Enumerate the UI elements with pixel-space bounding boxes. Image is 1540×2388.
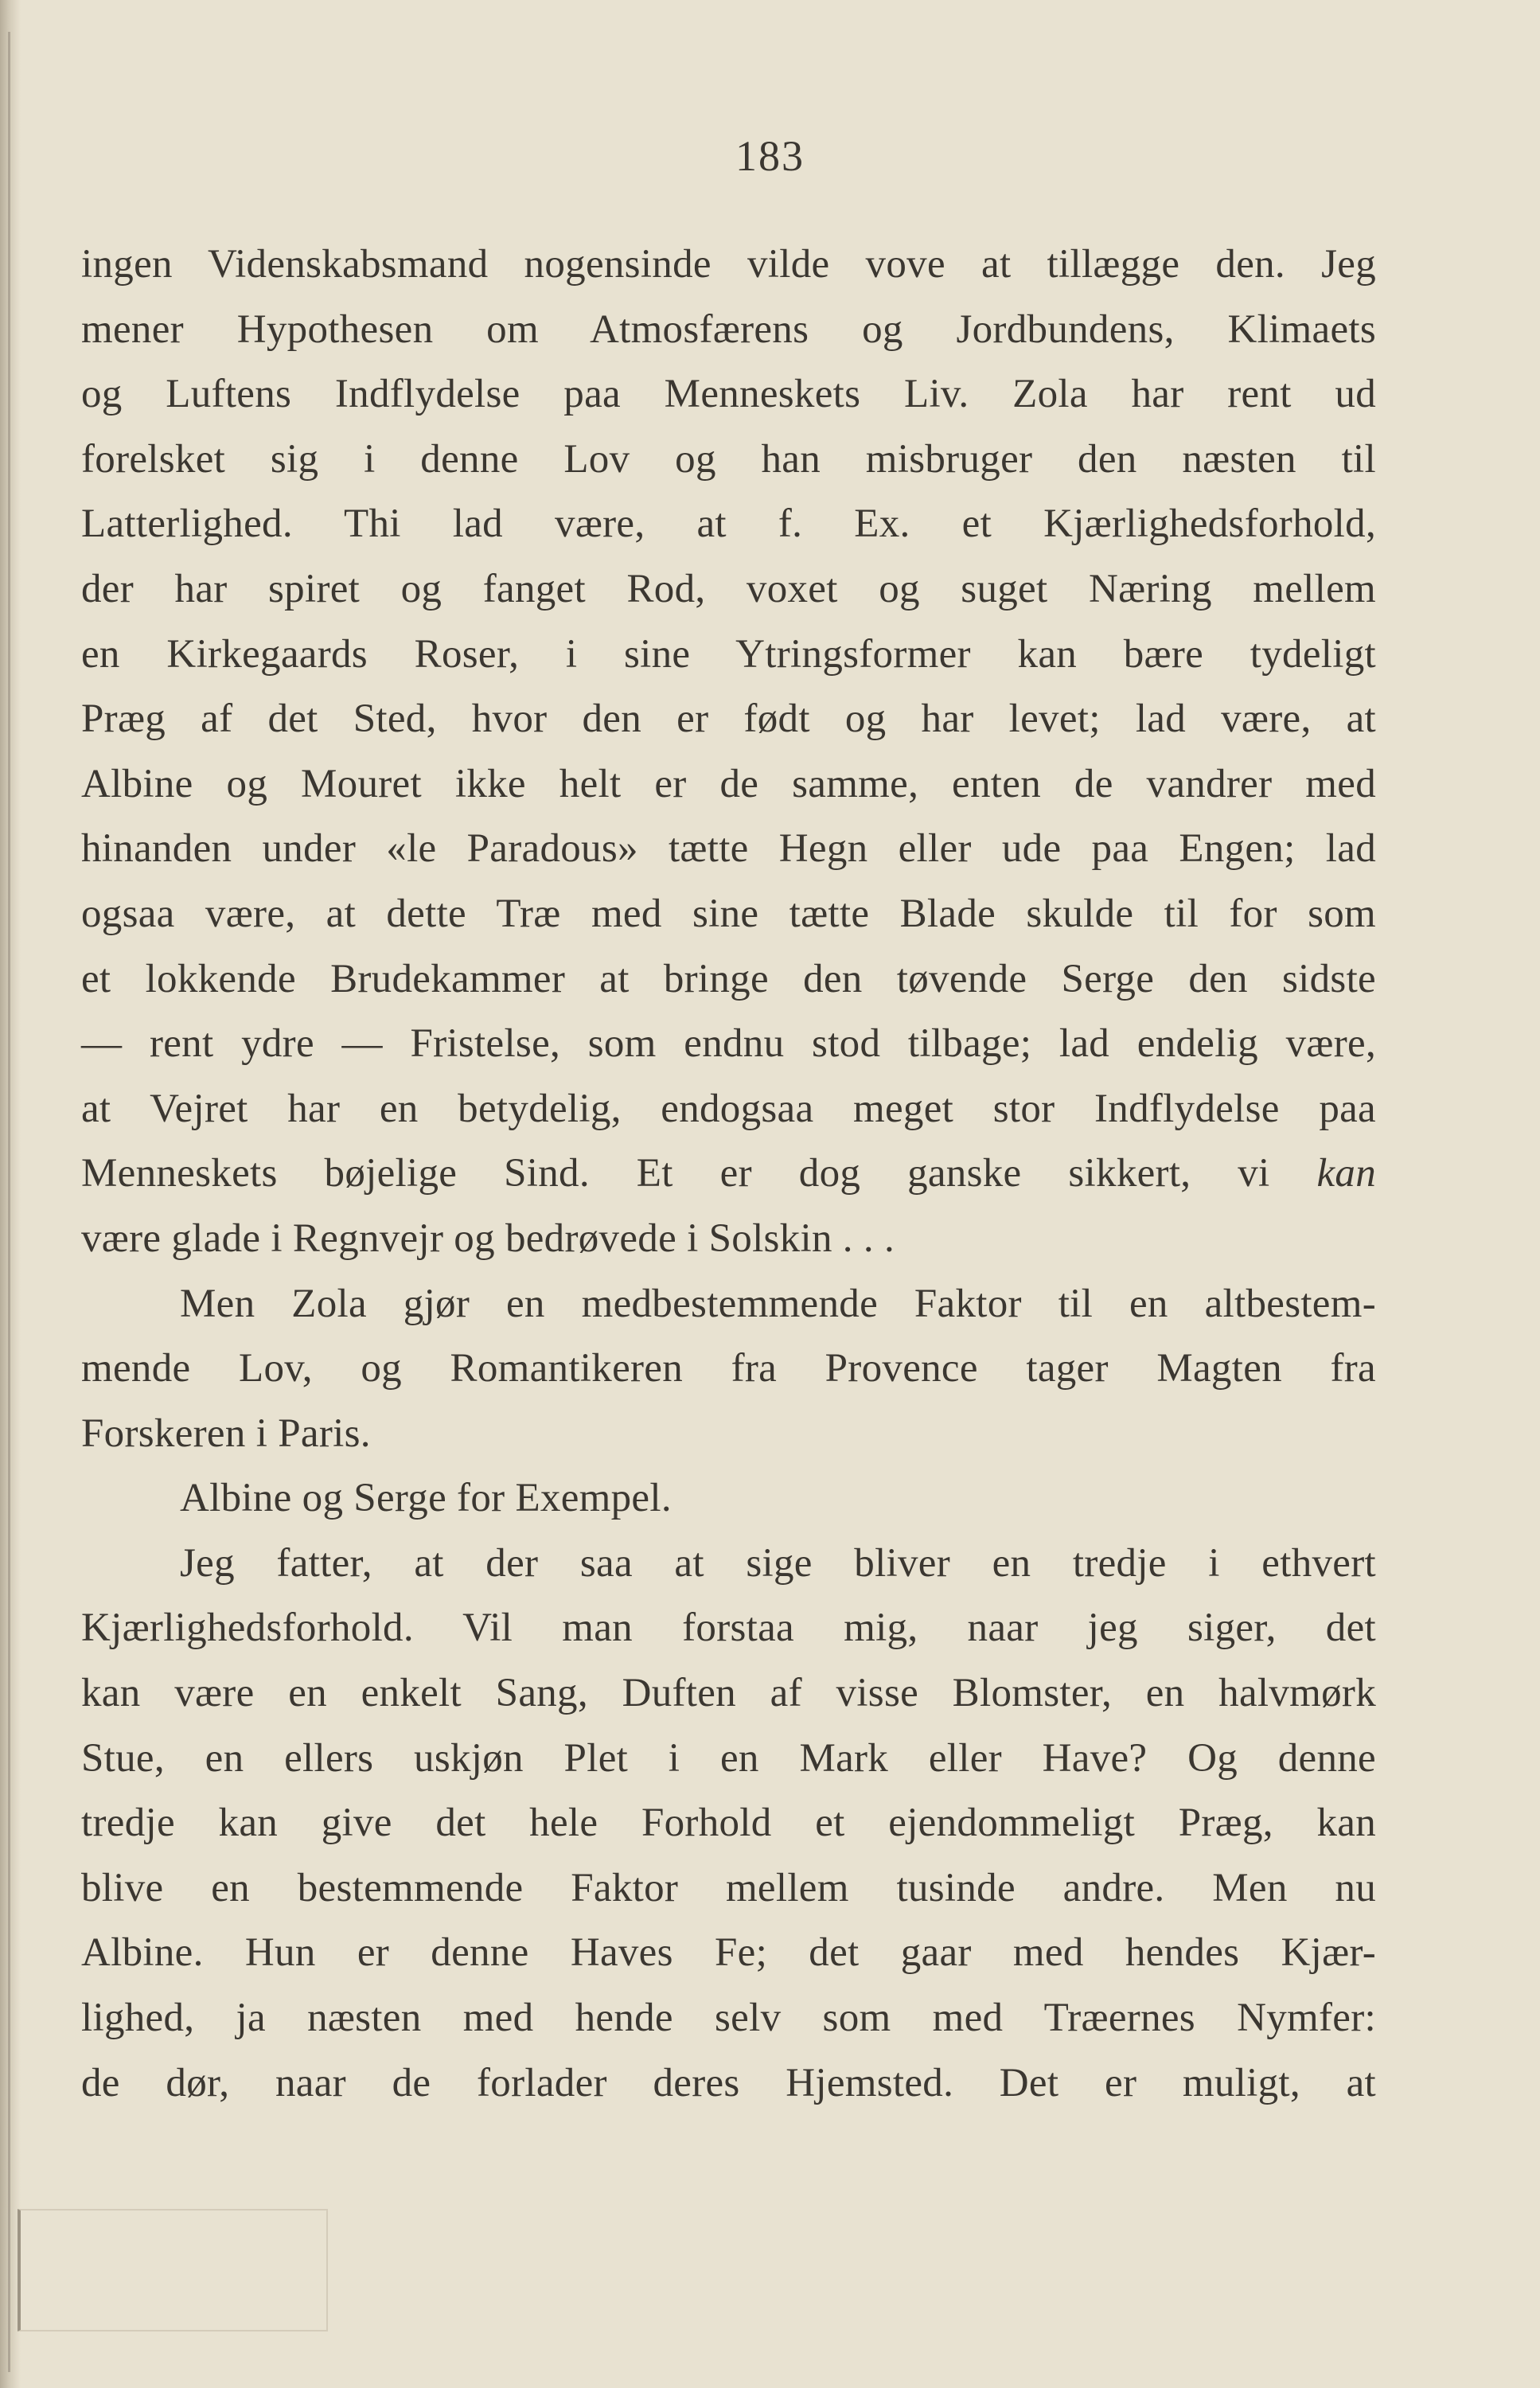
text-line (81, 492, 1376, 557)
text-line-content: en Kirkegaards Roser, i sine Ytringsformer kan bære tydeligt (81, 631, 1376, 677)
text-line-content: og Luftens Indflydelse paa Menneskets Liv. Zola har rent ud (81, 372, 1376, 417)
text-line (81, 362, 1376, 427)
text-line-content: at Vejret har en betydelig, endogsaa meget stor Indflydelse paa (81, 1086, 1376, 1131)
text-line-content: der har spiret og fanget Rod, voxet og suget Næring mellem (81, 566, 1376, 611)
text-line-content: Præg af det Sted, hvor den er født og har levet; lad være, at (81, 696, 1376, 742)
text-line (81, 1336, 1376, 1402)
text-line (81, 687, 1376, 752)
text-line-content: Men Zola gjør en medbestemmende Faktor til en altbestem- (180, 1281, 1376, 1326)
library-stamp-outline (18, 2209, 328, 2331)
text-line (81, 232, 1376, 298)
text-line (81, 1856, 1376, 1922)
text-line-content: Jeg fatter, at der saa at sige bliver en tredje i ethvert (180, 1540, 1376, 1586)
text-line-content: ogsaa være, at dette Træ med sine tætte Blade skulde til for som (81, 891, 1376, 936)
text-line (81, 882, 1376, 947)
text-line (81, 427, 1376, 493)
text-line (81, 1661, 1376, 1727)
text-line (81, 947, 1376, 1013)
text-line (81, 1532, 1376, 1597)
italic-word: kan (1316, 1151, 1376, 1196)
text-line (81, 1986, 1376, 2051)
text-line-content: forelsket sig i denne Lov og han misbruger den næsten til (81, 436, 1376, 482)
text-line (81, 817, 1376, 882)
text-line-content: hinanden under «le Paradous» tætte Hegn eller ude paa Engen; lad (81, 826, 1376, 872)
text-line (81, 298, 1376, 363)
text-line (81, 1402, 1376, 1467)
text-line-content: mener Hypothesen om Atmosfærens og Jordbundens, Klimaets (81, 306, 1376, 352)
page-number: 183 (735, 132, 805, 180)
page-binding-edge (0, 0, 21, 2388)
text-line (81, 1272, 1376, 1337)
text-line-content: Forskeren i Paris. (81, 1411, 371, 1456)
text-line-content: mende Lov, og Romantikeren fra Provence tager Magten fra (81, 1346, 1376, 1391)
text-line-content: tredje kan give det hele Forhold et ejendommeligt Præg, kan (81, 1801, 1376, 1846)
text-line (81, 1141, 1376, 1207)
text-line (81, 1466, 1376, 1532)
text-line (81, 1077, 1376, 1142)
text-line (81, 1207, 1376, 1272)
text-line-content: Stue, en ellers uskjøn Plet i en Mark eller Have? Og denne (81, 1735, 1376, 1781)
binding-shadow-line (8, 32, 10, 2372)
text-line-content: ingen Videnskabsmand nogensinde vilde vove at tillægge den. Jeg (81, 242, 1376, 287)
text-line-content: — rent ydre — Fristelse, som endnu stod tilbage; lad endelig være, (81, 1021, 1376, 1067)
text-line (81, 1921, 1376, 1986)
text-line-content: Albine. Hun er denne Haves Fe; det gaar med hendes Kjær- (81, 1930, 1376, 1976)
text-line-content: Latterlighed. Thi lad være, at f. Ex. et Kjærlighedsforhold, (81, 501, 1376, 547)
text-line (81, 622, 1376, 688)
text-line (81, 1012, 1376, 1077)
text-line-content: Menneskets bøjelige Sind. Et er dog ganske sikkert, vi (81, 1151, 1270, 1196)
text-line-content: Albine og Serge for Exempel. (180, 1476, 672, 1521)
text-line (81, 557, 1376, 622)
text-line-content: de dør, naar de forlader deres Hjemsted. Det er muligt, at (81, 2060, 1376, 2105)
text-line-content: lighed, ja næsten med hende selv som med Træernes Nymfer: (81, 1996, 1376, 2041)
text-line-content: et lokkende Brudekammer at bringe den tøvende Serge den sidste (81, 956, 1376, 1001)
text-line (81, 1596, 1376, 1661)
text-line (81, 1791, 1376, 1856)
text-line (81, 752, 1376, 817)
body-text (81, 232, 1376, 2116)
text-line (81, 1727, 1376, 1792)
text-line-content: være glade i Regnvejr og bedrøvede i Solskin . . . (81, 1215, 895, 1261)
text-line-content: blive en bestemmende Faktor mellem tusinde andre. Men nu (81, 1865, 1376, 1910)
text-line-content: Kjærlighedsforhold. Vil man forstaa mig, naar jeg siger, det (81, 1606, 1376, 1651)
text-line (81, 2051, 1376, 2117)
text-line-content: kan være en enkelt Sang, Duften af visse Blomster, en halvmørk (81, 1671, 1376, 1716)
text-line-content: Albine og Mouret ikke helt er de samme, enten de vandrer med (81, 761, 1376, 806)
